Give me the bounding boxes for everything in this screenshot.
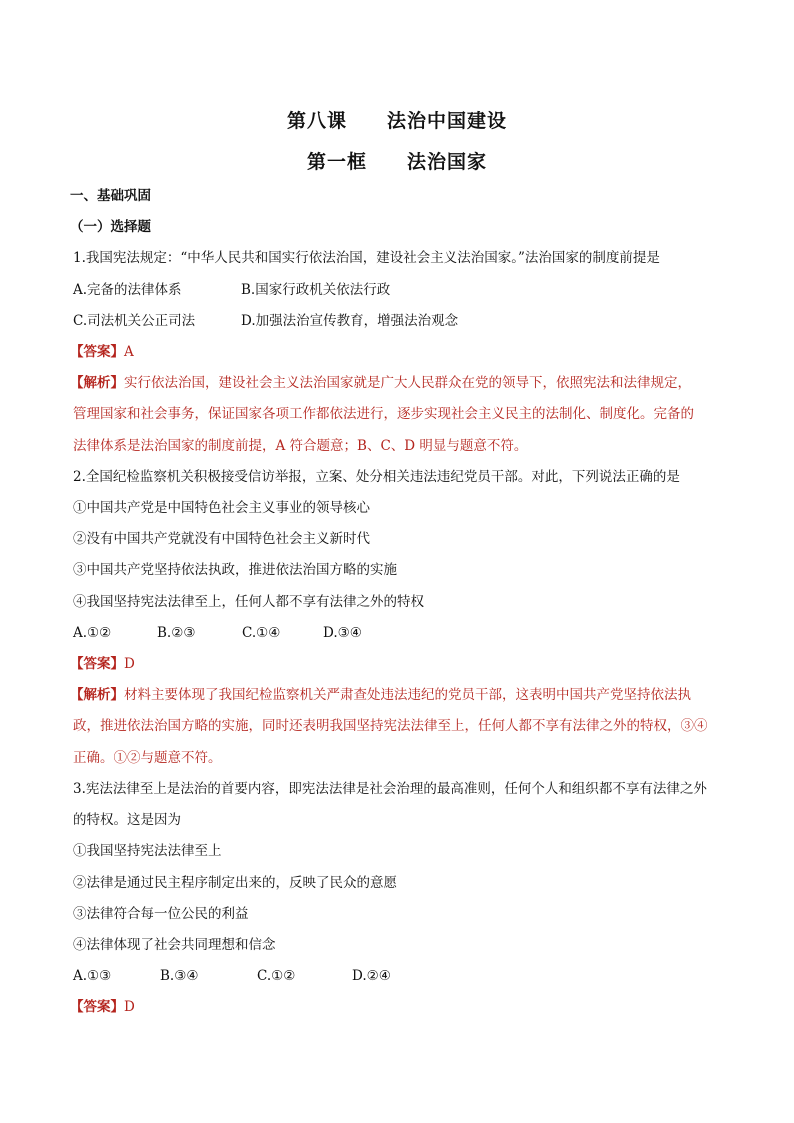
page-title: 第八课 法治中国建设 [286,110,507,132]
question-2-options [73,624,362,642]
analysis-text: 实行依法治国，建设社会主义法治国家就是广大人民群众在党的领导下，依照宪法和法律规定， [124,375,691,391]
option-a: A.完备的法律体系 [73,282,182,298]
option-b: B.②③ [157,625,196,641]
page-subtitle: 第一框 法治国家 [306,151,487,173]
question-3-statement-4: ④法律体现了社会共同理想和信念 [73,937,276,953]
question-1-analysis-line-3: 法律体系是法治国家的制度前提，A 符合题意；B、C、D 明显与题意不符。 [73,438,528,454]
question-2-statement-1: ①中国共产党是中国特色社会主义事业的领导核心 [73,500,370,516]
question-3-statement-1: ①我国坚持宪法法律至上 [73,843,222,859]
question-2-statement-4: ④我国坚持宪法法律至上，任何人都不享有法律之外的特权 [73,594,424,610]
question-2-statement-2: ②没有中国共产党就没有中国特色社会主义新时代 [73,531,370,547]
option-d: D.②④ [352,968,391,984]
question-3-options [73,967,391,985]
question-1-options-row-2 [73,312,458,330]
question-1-options-row-1 [73,281,390,299]
answer-label: 【答案】 [70,344,124,360]
option-b: B.③④ [160,968,199,984]
option-a: A.①③ [73,968,112,984]
question-1-stem: 1.我国宪法规定：“中华人民共和国实行依法治国，建设社会主义法治国家。”法治国家的制度前提是 [73,250,660,266]
analysis-label: 【解析】 [70,375,124,391]
option-c: C.司法机关公正司法 [73,313,196,329]
answer-label: 【答案】 [70,656,124,672]
option-c: C.①④ [242,625,281,641]
option-d: D.加强法治宣传教育，增强法治观念 [241,313,459,329]
question-3-statement-3: ③法律符合每一位公民的利益 [73,906,249,922]
answer-value: D [124,999,135,1015]
question-2-analysis-line-1 [70,686,691,704]
option-d: D.③④ [323,625,362,641]
question-1-analysis-line-2: 管理国家和社会事务，保证国家各项工作都依法进行，逐步实现社会主义民主的法制化、制度化。完备的 [73,406,694,422]
question-1-answer [70,343,134,361]
question-3-answer [70,998,135,1016]
option-a: A.①② [73,625,112,641]
subsection-heading: （一）选择题 [70,219,151,235]
question-3-statement-2: ②法律是通过民主程序制定出来的，反映了民众的意愿 [73,875,397,891]
option-c: C.①② [257,968,296,984]
section-heading: 一、基础巩固 [70,188,151,204]
question-3-stem-line-1: 3.宪法法律至上是法治的首要内容，即宪法法律是社会治理的最高准则，任何个人和组织都不享有法律之外 [73,781,707,797]
answer-value: A [124,344,134,360]
question-1-analysis-line-1 [70,374,691,392]
question-2-answer [70,655,135,673]
option-b: B.国家行政机关依法行政 [241,282,391,298]
question-2-statement-3: ③中国共产党坚持依法执政，推进依法治国方略的实施 [73,562,397,578]
question-2-stem: 2.全国纪检监察机关积极接受信访举报，立案、处分相关违法违纪党员干部。对此，下列说法正确的是 [73,469,680,485]
answer-label: 【答案】 [70,999,124,1015]
analysis-label: 【解析】 [70,687,124,703]
question-2-analysis-line-3: 正确。①②与题意不符。 [73,750,222,766]
question-3-stem-line-2: 的特权。这是因为 [73,812,181,828]
analysis-text: 材料主要体现了我国纪检监察机关严肃查处违法违纪的党员干部，这表明中国共产党坚持依法执 [124,687,691,703]
question-2-analysis-line-2: 政，推进依法治国方略的实施，同时还表明我国坚持宪法法律至上，任何人都不享有法律之外的特权，③④ [73,718,708,734]
answer-value: D [124,656,135,672]
